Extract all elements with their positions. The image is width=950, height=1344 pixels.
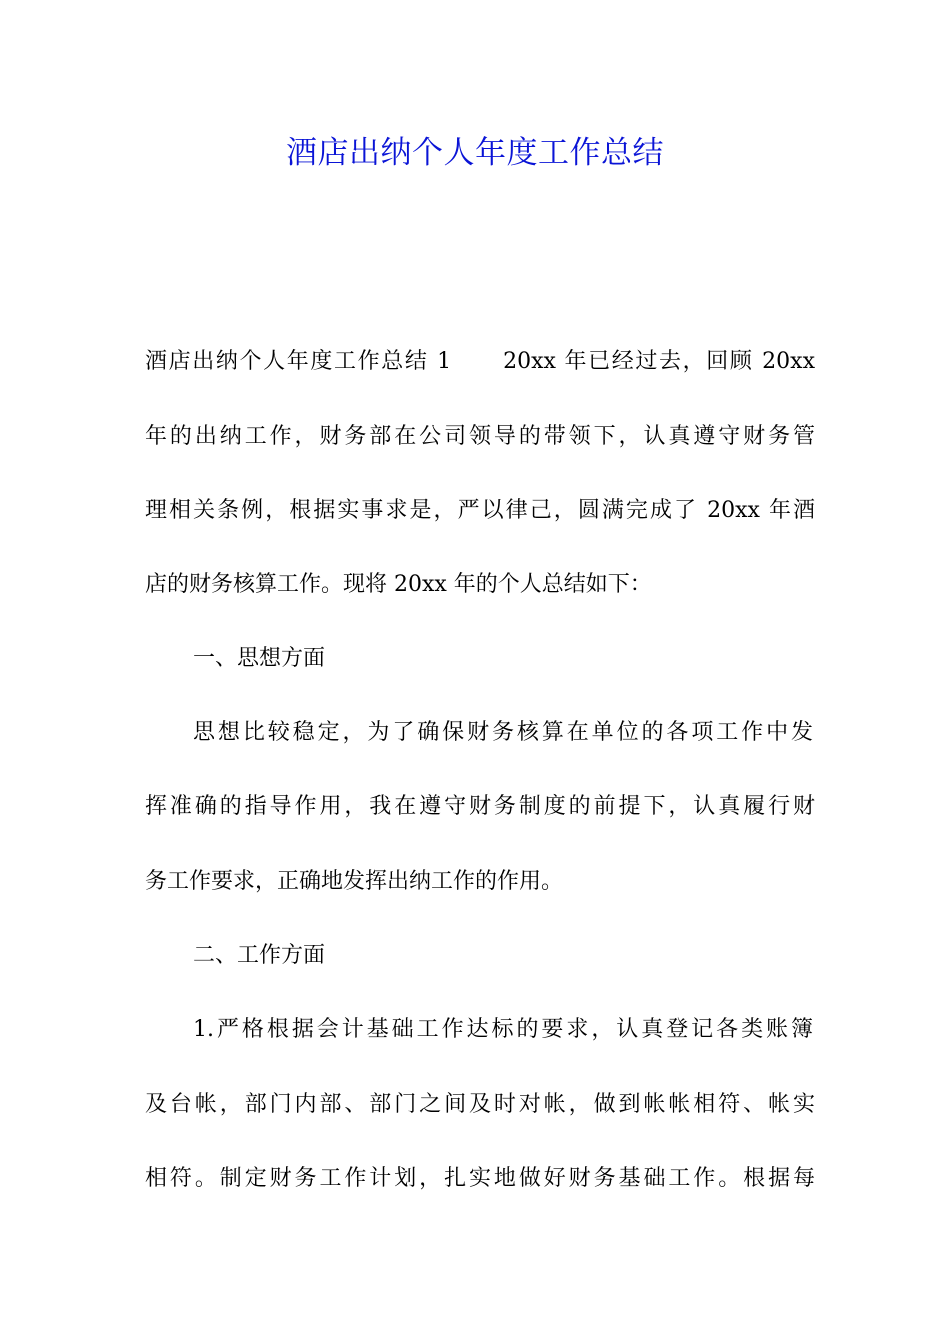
line-segment: 酒店出纳个人年度工作总结 1 bbox=[145, 349, 452, 374]
section-heading: 一、思想方面 bbox=[193, 646, 326, 671]
paragraph-line: 店的财务核算工作。现将 20xx 年的个人总结如下： bbox=[145, 572, 652, 597]
paragraph-line: 1.严格根据会计基础工作达标的要求，认真登记各类账簿 bbox=[193, 1017, 813, 1042]
document-title: 酒店出纳个人年度工作总结 bbox=[286, 135, 664, 171]
paragraph-line: 理相关条例，根据实事求是，严以律己，圆满完成了 20xx 年酒 bbox=[145, 498, 815, 523]
paragraph-line: 务工作要求，正确地发挥出纳工作的作用。 bbox=[145, 869, 564, 894]
paragraph-line bbox=[145, 342, 815, 382]
paragraph-line: 及台帐，部门内部、部门之间及时对帐，做到帐帐相符、帐实 bbox=[145, 1092, 815, 1117]
line-segment: 20xx 年已经过去，回顾 20xx bbox=[503, 349, 815, 374]
section-heading: 二、工作方面 bbox=[193, 943, 326, 968]
paragraph-line: 思想比较稳定，为了确保财务核算在单位的各项工作中发 bbox=[193, 720, 813, 745]
paragraph-line: 相符。制定财务工作计划，扎实地做好财务基础工作。根据每 bbox=[145, 1166, 815, 1191]
paragraph-line: 挥准确的指导作用，我在遵守财务制度的前提下，认真履行财 bbox=[145, 794, 815, 819]
paragraph-line: 年的出纳工作，财务部在公司领导的带领下，认真遵守财务管 bbox=[145, 424, 815, 449]
